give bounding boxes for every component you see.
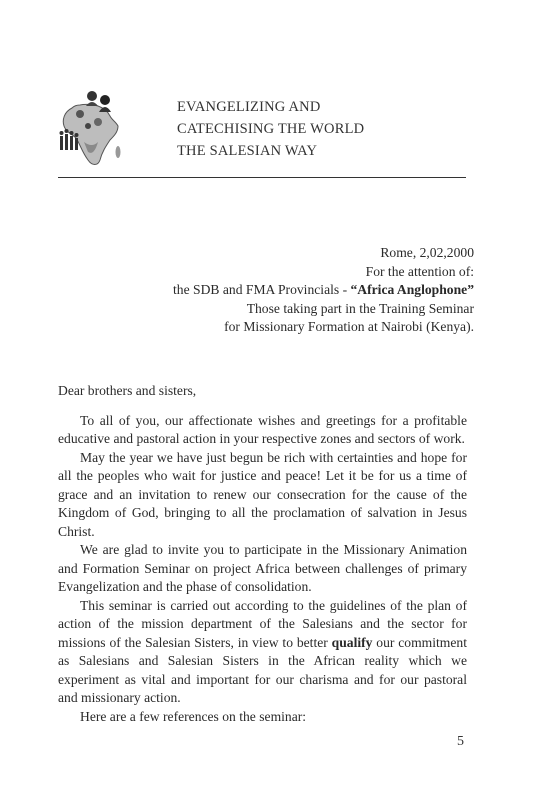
africa-mission-logo-icon [58, 86, 130, 170]
attention-line: For the attention of: [365, 263, 474, 279]
page-title [177, 96, 364, 162]
title-line-1: EVANGELIZING AND [177, 99, 321, 115]
salutation: Dear brothers and sisters, [58, 383, 197, 398]
title-line-2: CATECHISING THE WORLD [177, 121, 365, 137]
paragraph-4-end: our commitment as Salesians and Salesian Sisters in the African reality which we experiment as vital and important for our charisma and for our pastoral and missionary action. [58, 634, 467, 705]
paragraph-4 [58, 597, 467, 708]
letter-body [58, 382, 467, 726]
place-date: Rome, 2,02,2000 [380, 245, 474, 260]
recipients-region: “Africa Anglophone” [350, 282, 474, 297]
participants-line: Those taking part in the Training Seminar [246, 300, 474, 316]
letter-address-block [173, 244, 474, 337]
paragraph-4-emphasis: qualify [331, 634, 373, 650]
header-divider [58, 177, 466, 178]
paragraph-5: Here are a few references on the seminar: [80, 708, 307, 724]
paragraph-2: May the year we have just begun be rich with certainties and hope for all the peoples who wait for justice and peace! Let it be for us a time of grace and an invitation to renew our consecration for the cause of the Kingdom of God, bringing to all the proclamation of salvation in Jesus Christ. [58, 449, 467, 539]
page-number: 5 [457, 734, 464, 749]
paragraph-4-start: This seminar is carried out according to the guidelines of the plan of action of the mission department of the Salesians and the sector for missions of the Salesian Sisters, in view to better [58, 597, 467, 650]
seminar-location-line: for Missionary Formation at Nairobi (Kenya). [224, 319, 474, 334]
recipients-line [173, 281, 474, 300]
title-line-3: THE SALESIAN WAY [177, 143, 318, 159]
paragraph-1: To all of you, our affectionate wishes and greetings for a profitable educative and pastoral action in your respective zones and sectors of work. [58, 412, 467, 446]
recipients-prefix: the SDB and FMA Provincials - [173, 282, 351, 297]
paragraph-3: We are glad to invite you to participate in the Missionary Animation and Formation Seminar on project Africa between challenges of primary Evangelization and the phase of consolidation. [58, 542, 467, 594]
